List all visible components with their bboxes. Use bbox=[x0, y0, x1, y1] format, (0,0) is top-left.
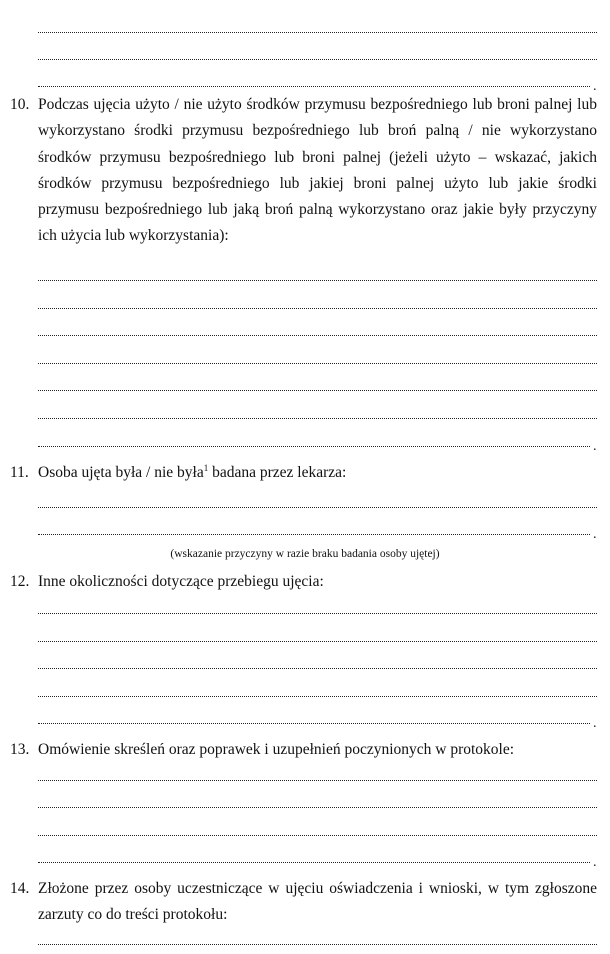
fill-line[interactable] bbox=[38, 723, 590, 724]
line-end-period: . bbox=[593, 855, 597, 870]
fill-line[interactable] bbox=[38, 59, 597, 60]
fill-line[interactable] bbox=[38, 335, 597, 336]
fill-line[interactable] bbox=[38, 507, 597, 508]
fill-line[interactable] bbox=[38, 780, 597, 781]
fill-line[interactable] bbox=[38, 641, 597, 642]
fill-line[interactable] bbox=[38, 696, 597, 697]
section-13-text: Omówienie skreśleń oraz poprawek i uzupełnień poczynionych w protokole: bbox=[38, 741, 515, 758]
section-11-note: (wskazanie przyczyny w razie braku badania osoby ujętej) bbox=[170, 548, 440, 560]
line-end-period: . bbox=[593, 439, 597, 454]
fill-line[interactable] bbox=[38, 835, 597, 836]
fill-line[interactable] bbox=[38, 668, 597, 669]
section-11-text bbox=[38, 460, 597, 486]
fill-line[interactable] bbox=[38, 534, 590, 535]
fill-line[interactable] bbox=[38, 363, 597, 364]
fill-line[interactable] bbox=[38, 944, 597, 945]
fill-line[interactable] bbox=[38, 32, 597, 33]
footnote-ref: 1 bbox=[203, 463, 209, 473]
line-end-period: . bbox=[593, 527, 597, 542]
section-14-text: Złożone przez osoby uczestniczące w ujęciu oświadczenia i wnioski, w tym zgłoszone zarzuty co do treści protokołu: bbox=[38, 880, 597, 924]
fill-line[interactable] bbox=[38, 280, 597, 281]
fill-line[interactable] bbox=[38, 418, 597, 419]
section-11-text-before: Osoba ujęta była / nie była bbox=[38, 464, 204, 481]
fill-line[interactable] bbox=[38, 390, 597, 391]
fill-line[interactable] bbox=[38, 613, 597, 614]
line-end-period: . bbox=[593, 716, 597, 731]
fill-line[interactable] bbox=[38, 308, 597, 309]
section-11-text-after: badana przez lekarza: bbox=[208, 464, 347, 481]
fill-line[interactable] bbox=[38, 86, 590, 87]
section-10-text: Podczas ujęcia użyto / nie użyto środków przymusu bezpośredniego lub broni palnej lub wykorzystano środki przymusu bezpośredniego lub broń palną / nie wykorzystano środków przymusu bezpośredniego lub broni palnej (jeżeli użyto – wskazać, jakich środków przymusu bezpośredniego lub jakiej broni palnej użyto lub jakie środki przymusu bezpośredniego lub jaką broń palną wykorzystano oraz jakie były przyczyny ich użycia lub wykorzystania): bbox=[38, 96, 597, 245]
section-10-number: 10. bbox=[10, 96, 30, 113]
fill-line[interactable] bbox=[38, 807, 597, 808]
section-11-number: 11. bbox=[10, 464, 29, 481]
section-12-text: Inne okoliczności dotyczące przebiegu ujęcia: bbox=[38, 573, 324, 590]
fill-line[interactable] bbox=[38, 446, 590, 447]
section-13-number: 13. bbox=[10, 741, 30, 758]
section-12-number: 12. bbox=[10, 573, 30, 590]
section-14-number: 14. bbox=[10, 880, 30, 897]
line-end-period: . bbox=[593, 79, 597, 94]
fill-line[interactable] bbox=[38, 862, 590, 863]
